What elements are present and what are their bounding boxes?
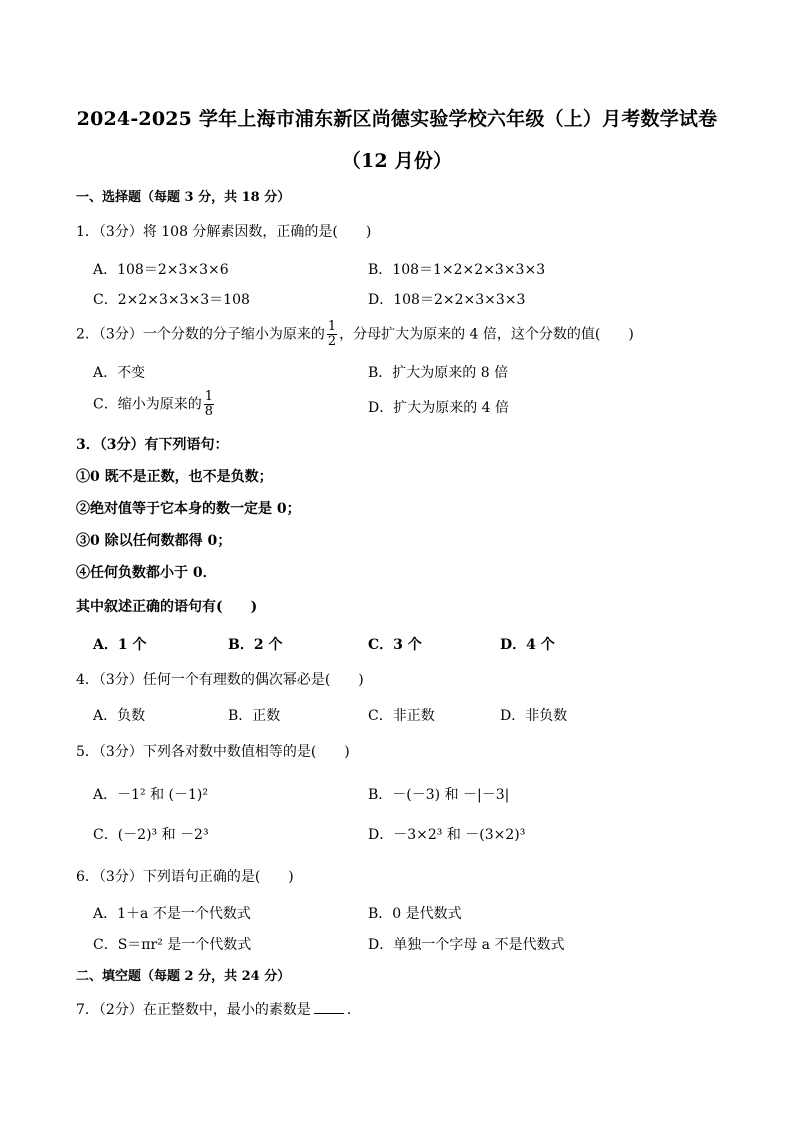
question-7-stem-pre: 7．（2分）在正整数中，最小的素数是 — [76, 1002, 311, 1018]
question-5-option-b: B．－(－3) 和 －|－3| — [368, 787, 510, 803]
question-4-option-d: D．非负数 — [500, 708, 568, 724]
question-3-option-d: D．4 个 — [500, 637, 555, 653]
question-3-option-a: A．1 个 — [93, 637, 147, 653]
exam-title: 2024-2025 学年上海市浦东新区尚德实验学校六年级（上）月考数学试卷 — [76, 108, 718, 130]
question-3-option-b: B．2 个 — [228, 637, 283, 653]
answer-blank[interactable] — [314, 1001, 344, 1014]
question-2-stem-post: ，分母扩大为原来的 4 倍，这个分数的值( ) — [339, 326, 634, 343]
question-4-option-c: C．非正数 — [368, 708, 435, 724]
section-fill-heading: 二、填空题（每题 2 分，共 24 分） — [76, 969, 291, 984]
question-3-stem: 3．（3分）有下列语句： — [76, 437, 229, 453]
exam-subtitle: （12 月份） — [341, 150, 453, 172]
question-1-option-d: D．108＝2×2×3×3×3 — [368, 292, 526, 308]
question-3-statement-3: ③0 除以任何数都得 0； — [76, 533, 232, 549]
question-2-option-d: D．扩大为原来的 4 倍 — [368, 400, 510, 416]
question-6-stem: 6．（3分）下列语句正确的是( ) — [76, 869, 294, 885]
question-2-stem-pre: 2．（3分）一个分数的分子缩小为原来的 — [76, 326, 325, 343]
question-4-option-a: A．负数 — [93, 708, 146, 724]
question-2-option-c: C．缩小为原来的 $\frac{1}{8}$ — [93, 389, 213, 419]
question-1-stem: 1．（3分）将 108 分解素因数，正确的是( ) — [76, 224, 372, 240]
section-choice-heading: 一、选择题（每题 3 分，共 18 分） — [76, 190, 291, 205]
question-4-stem: 4．（3分）任何一个有理数的偶次幂必是( ) — [76, 672, 364, 688]
question-1-option-a: A．108＝2×3×3×6 — [93, 262, 229, 278]
question-5-option-d: D．－3×2³ 和 －(3×2)³ — [368, 827, 526, 843]
question-2-stem — [76, 320, 634, 349]
question-3-statement-4: ④任何负数都小于 0． — [76, 565, 217, 581]
question-6-option-d: D．单独一个字母 a 不是代数式 — [368, 937, 565, 953]
question-4-option-b: B．正数 — [228, 708, 281, 724]
fraction-one-eighth: $\frac{1}{8}$ — [204, 389, 213, 419]
question-6-option-a: A．1＋a 不是一个代数式 — [93, 906, 251, 922]
question-5-option-c: C．(－2)³ 和 －2³ — [93, 827, 209, 843]
question-5-stem: 5．（3分）下列各对数中数值相等的是( ) — [76, 744, 350, 760]
question-7-stem — [76, 999, 361, 1019]
question-3-statement-1: ①0 既不是正数，也不是负数； — [76, 469, 273, 485]
question-1-option-c: C．2×2×3×3×3＝108 — [93, 292, 250, 308]
question-6-option-b: B．0 是代数式 — [368, 906, 462, 922]
question-3-statement-2: ②绝对值等于它本身的数一定是 0； — [76, 501, 301, 517]
question-3-option-c: C．3 个 — [368, 637, 422, 653]
question-2-option-a: A．不变 — [93, 365, 146, 381]
question-3-ask: 其中叙述正确的语句有( ) — [76, 599, 258, 615]
question-5-option-a: A．－1² 和 (－1)² — [93, 787, 208, 803]
fraction-one-half: $\frac{1}{2}$ — [327, 319, 337, 349]
question-6-option-c: C．S＝πr² 是一个代数式 — [93, 937, 252, 953]
question-1-option-b: B．108＝1×2×2×3×3×3 — [368, 262, 546, 278]
question-2-option-b: B．扩大为原来的 8 倍 — [368, 365, 509, 381]
question-7-stem-post: ． — [346, 1002, 361, 1018]
